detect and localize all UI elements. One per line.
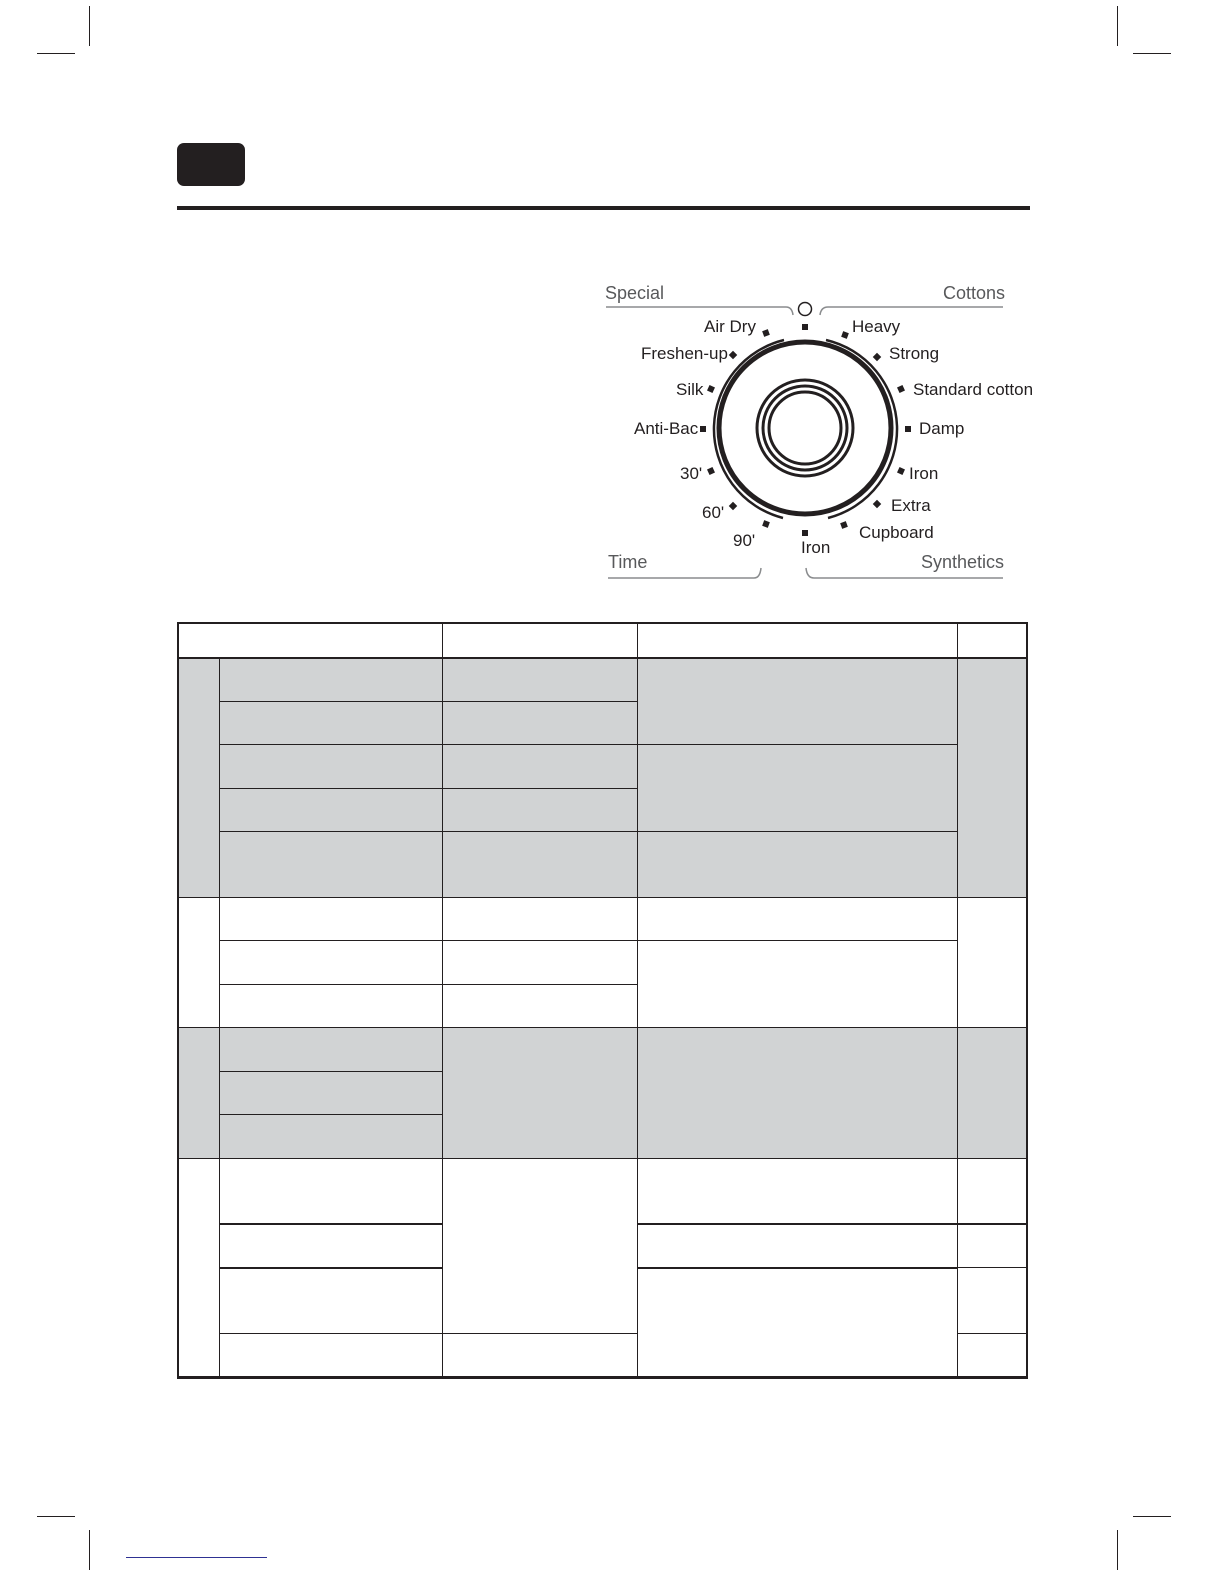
off-position-circle (799, 303, 812, 316)
group-label-special: Special (605, 283, 665, 303)
table-col-line-3 (637, 622, 638, 1379)
table-row-rule (219, 1071, 442, 1072)
table-border-left (177, 622, 179, 1379)
program-label-damp: Damp (919, 419, 965, 438)
program-dial (600, 278, 1040, 588)
program-label-60-min: 60' (702, 503, 725, 522)
program-label-anti-bac: Anti-Bac (634, 419, 699, 438)
program-label-90-min: 90' (733, 531, 756, 550)
program-label-air-dry: Air Dry (704, 317, 756, 336)
table-border-top (177, 622, 1028, 624)
group-label-time: Time (608, 552, 648, 572)
table-row-rule (219, 1223, 442, 1225)
table-group-rule-3 (177, 1158, 1028, 1159)
section-title-rule (177, 206, 1030, 210)
program-label-extra: Extra (891, 496, 931, 515)
table-row-rule (219, 1333, 637, 1334)
table-band-time (177, 1027, 1028, 1158)
table-border-right (1026, 622, 1028, 1379)
crop-mark-top-right-vertical (1117, 6, 1118, 46)
table-border-bottom (177, 1376, 1028, 1379)
crop-mark-bottom-left-vertical (89, 1530, 90, 1570)
table-row-rule (219, 1267, 442, 1269)
crop-mark-bottom-right-horizontal (1133, 1516, 1171, 1517)
program-label-iron-synthetic: Iron (801, 538, 831, 557)
program-label-freshen-up: Freshen-up (641, 344, 728, 363)
program-label-standard-cotton: Standard cotton (913, 380, 1034, 399)
table-row-rule (957, 1333, 1028, 1334)
table-row-rule (957, 1267, 1028, 1268)
crop-mark-top-left-vertical (89, 6, 90, 46)
table-row-rule (219, 940, 957, 941)
table-col-line-2 (442, 622, 443, 1379)
crop-mark-bottom-right-vertical (1117, 1530, 1118, 1570)
table-col-line-4 (957, 622, 958, 1379)
crop-mark-top-right-horizontal (1133, 53, 1171, 54)
table-band-special (177, 657, 1028, 897)
table-row-rule (637, 1223, 1028, 1225)
table-group-rule-1 (177, 897, 1028, 898)
footer-link-underline[interactable] (126, 1557, 267, 1558)
program-table (177, 622, 1028, 1379)
table-row-rule (219, 831, 957, 832)
program-label-strong: Strong (889, 344, 940, 363)
program-label-cupboard: Cupboard (859, 523, 934, 542)
program-label-iron-cotton: Iron (909, 464, 939, 483)
table-row-rule (637, 1267, 957, 1269)
table-row-rule (219, 744, 957, 745)
table-group-rule-2 (177, 1027, 1028, 1028)
special-bracket (606, 307, 793, 315)
table-row-rule (219, 1114, 442, 1115)
table-row-rule (219, 788, 637, 789)
program-label-30-min: 30' (680, 464, 703, 483)
dial-knob-outer (719, 342, 891, 514)
crop-mark-bottom-left-horizontal (37, 1516, 75, 1517)
group-label-cottons: Cottons (943, 283, 1006, 303)
table-col-line-1 (219, 657, 220, 1379)
program-label-heavy: Heavy (852, 317, 901, 336)
table-row-rule (219, 701, 637, 702)
group-label-synthetics: Synthetics (921, 552, 1005, 572)
crop-mark-top-left-horizontal (37, 53, 75, 54)
cottons-bracket (820, 307, 1003, 315)
program-label-silk: Silk (676, 380, 704, 399)
table-row-rule (219, 984, 637, 985)
table-header-rule (177, 657, 1028, 659)
section-tab-marker (177, 143, 245, 186)
